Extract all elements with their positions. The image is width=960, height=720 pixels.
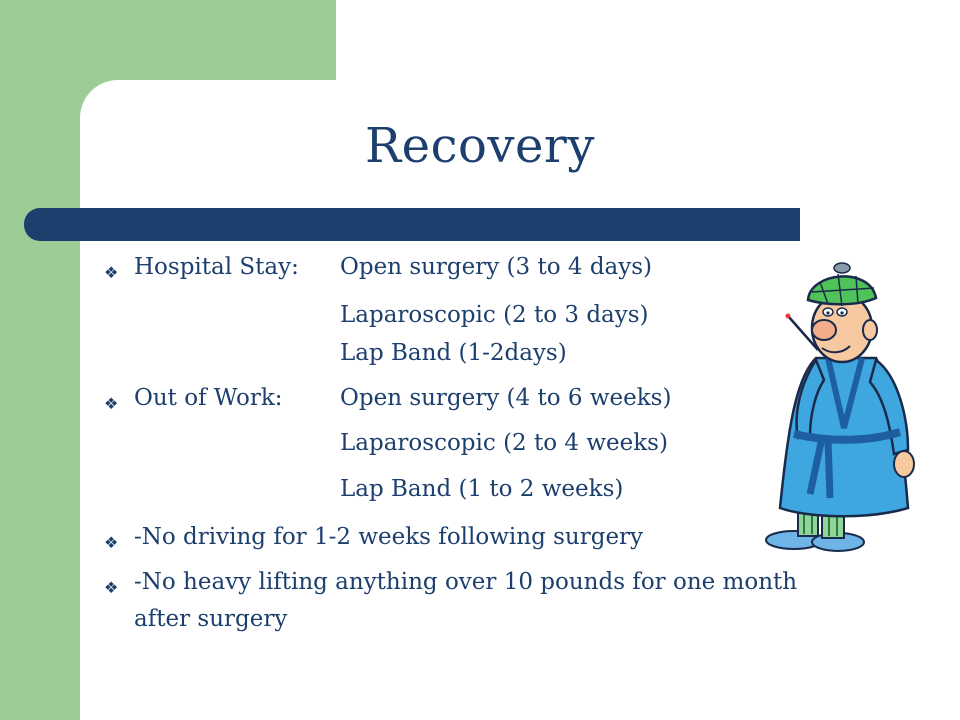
note-no-lifting: -No heavy lifting anything over 10 pounds for one month: [134, 569, 798, 595]
hospital-open-surgery: Open surgery (3 to 4 days): [340, 254, 653, 280]
work-laparoscopic: Laparoscopic (2 to 4 weeks): [340, 430, 668, 456]
slide-title: Recovery: [365, 118, 595, 174]
out-of-work-label: Out of Work:: [134, 385, 283, 411]
bullet-icon: ❖: [104, 533, 119, 552]
work-open-surgery: Open surgery (4 to 6 weeks): [340, 385, 672, 411]
note-no-lifting-continued: after surgery: [134, 606, 288, 632]
hospital-lap-band: Lap Band (1-2days): [340, 340, 567, 366]
bullet-icon: ❖: [104, 578, 119, 597]
sick-man-clipart: [758, 258, 958, 558]
work-lap-band: Lap Band (1 to 2 weeks): [340, 476, 624, 502]
note-no-driving: -No driving for 1-2 weeks following surgery: [134, 524, 644, 550]
bullet-icon: ❖: [104, 263, 119, 282]
hospital-stay-label: Hospital Stay:: [134, 254, 299, 280]
hospital-laparoscopic: Laparoscopic (2 to 3 days): [340, 302, 649, 328]
bullet-icon: ❖: [104, 394, 119, 413]
